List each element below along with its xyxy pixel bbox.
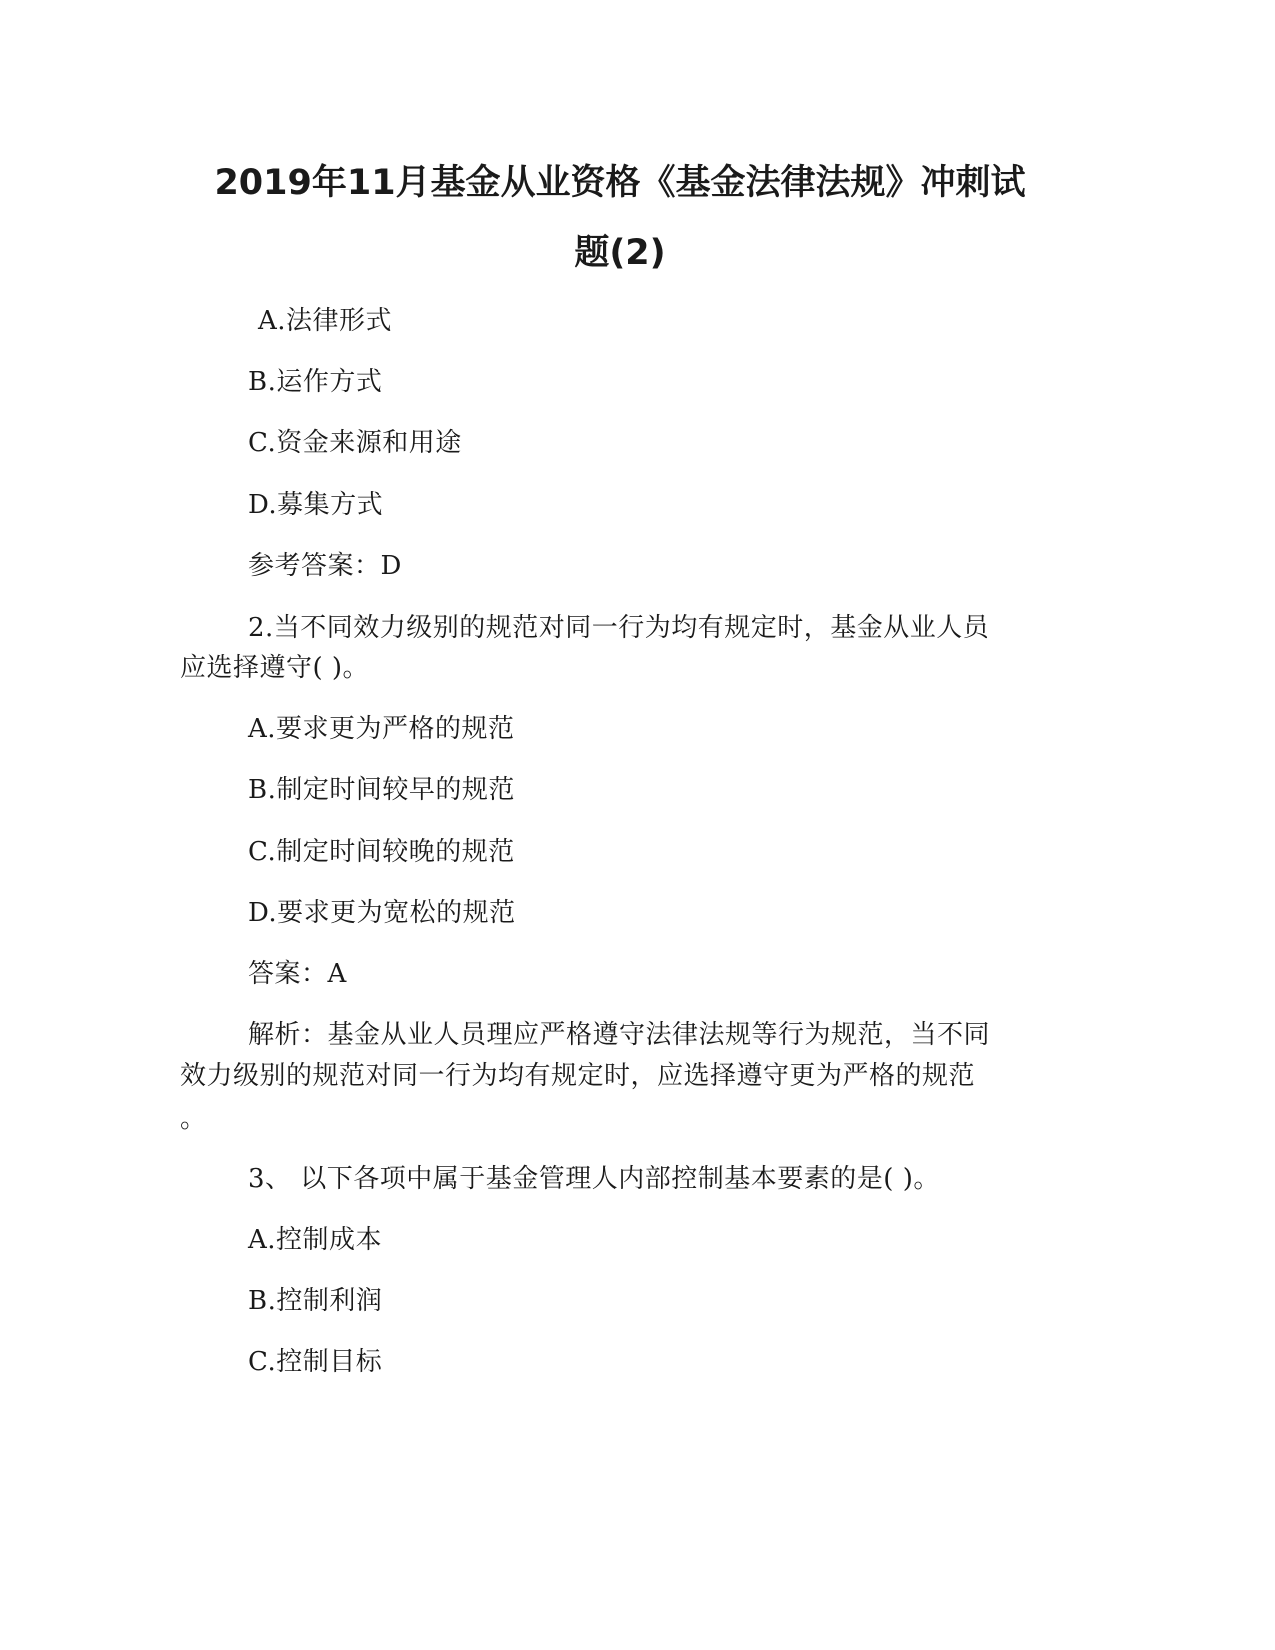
q2-stem-line-1: 2.当不同效力级别的规范对同一行为均有规定时，基金从业人员 (248, 613, 990, 643)
q1-option-d: D.募集方式 (248, 490, 384, 520)
q2-option-a: A.要求更为严格的规范 (248, 714, 515, 744)
q2-answer: 答案：A (248, 959, 347, 989)
document-title-line-1: 2019年11月基金从业资格《基金法律法规》冲刺试 (214, 163, 1026, 203)
q2-option-d: D.要求更为宽松的规范 (248, 898, 516, 928)
q2-analysis-line-3: 。 (180, 1104, 207, 1134)
q1-option-c: C.资金来源和用途 (248, 428, 462, 458)
q2-option-b: B.制定时间较早的规范 (248, 775, 515, 805)
q1-answer: 参考答案：D (248, 551, 402, 581)
document-title-line-2: 题(2) (574, 233, 666, 273)
q2-option-c: C.制定时间较晚的规范 (248, 837, 515, 867)
q2-analysis-line-1: 解析：基金从业人员理应严格遵守法律法规等行为规范，当不同 (248, 1020, 991, 1050)
q2-analysis-line-2: 效力级别的规范对同一行为均有规定时，应选择遵守更为严格的规范 (180, 1061, 976, 1091)
q3-option-a: A.控制成本 (248, 1225, 383, 1255)
q1-option-b: B.运作方式 (248, 367, 383, 397)
q1-option-a: A.法律形式 (258, 306, 393, 336)
q3-option-c: C.控制目标 (248, 1347, 383, 1377)
q3-option-b: B.控制利润 (248, 1286, 383, 1316)
q2-stem-line-2: 应选择遵守( )。 (180, 653, 370, 683)
q3-stem: 3、 以下各项中属于基金管理人内部控制基本要素的是( )。 (248, 1164, 940, 1194)
